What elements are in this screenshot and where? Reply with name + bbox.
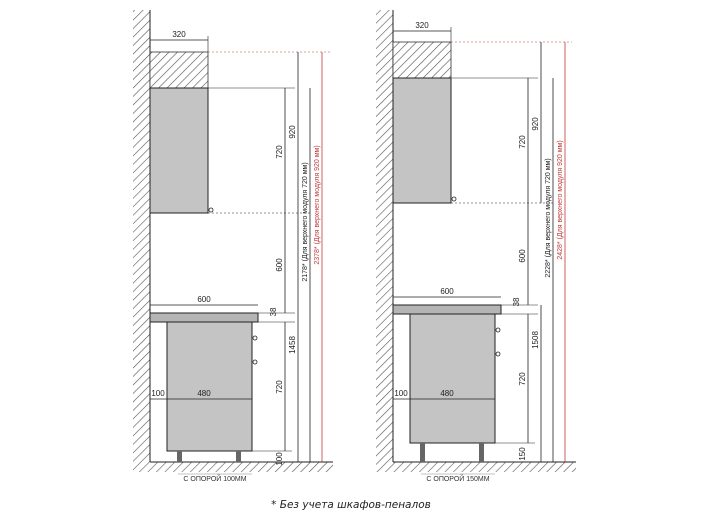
ceiling-zone-hatch bbox=[150, 52, 208, 88]
lower-cabinet-handle-1 bbox=[253, 336, 257, 340]
right-upper-height: 720 bbox=[518, 135, 527, 149]
wall-hatch bbox=[133, 10, 150, 472]
right-total-920: 2428* (Для верхнего модуля 920 мм) bbox=[557, 140, 564, 260]
right-floor-to-counter: 1508 bbox=[531, 331, 540, 349]
lower-cabinet bbox=[167, 322, 252, 451]
support-leg-2 bbox=[236, 451, 241, 462]
left-counter-depth: 600 bbox=[197, 295, 211, 304]
right-counter-thickness: 38 bbox=[512, 297, 521, 307]
right-gap: 600 bbox=[518, 249, 527, 263]
footnote: * Без учета шкафов-пеналов bbox=[271, 499, 431, 511]
left-upper-height: 720 bbox=[275, 145, 284, 159]
floor-hatch bbox=[133, 462, 333, 472]
left-caption: С ОПОРОЙ 100ММ bbox=[183, 476, 247, 483]
lower-cabinet-handle-1 bbox=[496, 328, 500, 332]
left-upper-height-alt: 920 bbox=[288, 125, 297, 139]
lower-cabinet-handle-2 bbox=[496, 352, 500, 356]
support-leg-1 bbox=[177, 451, 182, 462]
wall-hatch bbox=[376, 10, 393, 472]
lower-cabinet-handle-2 bbox=[253, 360, 257, 364]
right-upper-height-alt: 920 bbox=[531, 117, 540, 131]
left-counter-thickness: 38 bbox=[269, 307, 278, 317]
right-lower-depth: 480 bbox=[440, 389, 454, 398]
left-lower-height: 720 bbox=[275, 380, 284, 394]
upper-cabinet bbox=[150, 88, 208, 213]
right-total-720: 2228* (Для верхнего модуля 720 мм) bbox=[545, 158, 552, 278]
left-gap: 600 bbox=[275, 258, 284, 272]
left-lower-depth: 480 bbox=[197, 389, 211, 398]
right-wall-offset: 100 bbox=[394, 389, 408, 398]
left-support-height: 100 bbox=[275, 452, 284, 466]
support-leg-2 bbox=[479, 443, 484, 462]
upper-cabinet-handle bbox=[452, 197, 456, 201]
right-counter-depth: 600 bbox=[440, 287, 454, 296]
right-lower-height: 720 bbox=[518, 372, 527, 386]
right-upper-depth: 320 bbox=[415, 21, 429, 30]
right-support-height: 150 bbox=[518, 447, 527, 461]
left-wall-offset: 100 bbox=[151, 389, 165, 398]
lower-cabinet bbox=[410, 314, 495, 443]
countertop bbox=[393, 305, 501, 314]
left-diagram bbox=[133, 10, 333, 483]
left-upper-depth: 320 bbox=[172, 30, 186, 39]
countertop bbox=[150, 313, 258, 322]
upper-cabinet bbox=[393, 78, 451, 203]
upper-cabinet-handle bbox=[209, 208, 213, 212]
left-total-720: 2178* (Для верхнего модуля 720 мм) bbox=[302, 162, 309, 282]
support-leg-1 bbox=[420, 443, 425, 462]
left-floor-to-counter: 1458 bbox=[288, 336, 297, 354]
right-caption: С ОПОРОЙ 150ММ bbox=[426, 476, 490, 483]
left-total-920: 2378* (Для верхнего модуля 920 мм) bbox=[314, 145, 321, 265]
right-diagram bbox=[376, 10, 576, 483]
floor-hatch bbox=[376, 462, 576, 472]
ceiling-zone-hatch bbox=[393, 42, 451, 78]
